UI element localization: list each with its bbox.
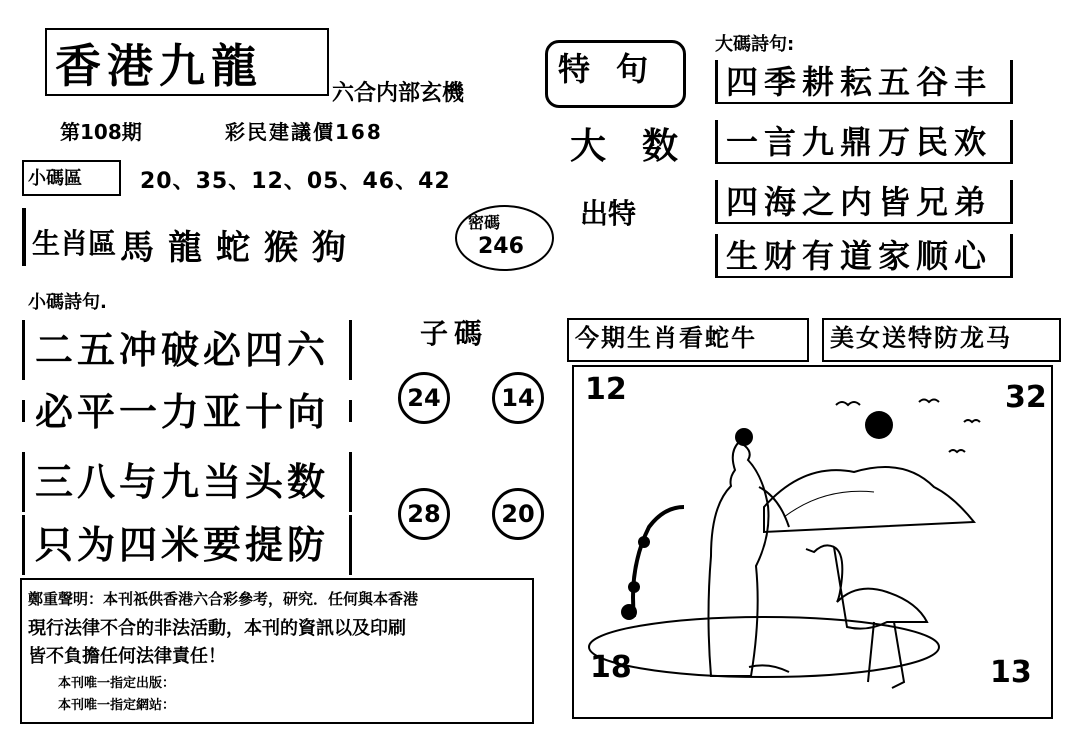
zodiac-hint-left-text: 今期生肖看蛇牛 (575, 324, 757, 352)
small-code-label: 小碼區 (28, 168, 82, 189)
sub-code-number: 14 (492, 372, 544, 424)
big-poem-text: 四季耕耘五谷丰 (726, 63, 993, 101)
small-poem-line (22, 452, 352, 512)
big-number-label: 大数 (570, 125, 715, 167)
corner-number-bottom-right: 13 (990, 655, 1032, 690)
big-poem-line (715, 120, 1013, 164)
special-book-label: 特句 (558, 50, 675, 88)
suggested-price: 彩民建議價168 (225, 120, 383, 144)
page-subtitle: 六合内部玄機 (332, 81, 465, 106)
big-poem-line (715, 180, 1013, 224)
disclaimer-line: 鄭重聲明：本刊祇供香港六合彩參考，研究．任何與本香港 (28, 590, 419, 608)
sub-code-label: 子碼 (420, 317, 489, 350)
secret-code-label: 密碼 (468, 213, 501, 232)
sub-code-number: 24 (398, 372, 450, 424)
big-poem-label: 大碼詩句: (715, 34, 795, 55)
big-poem-line (715, 234, 1013, 278)
small-poem-text: 二五冲破必四六 (35, 327, 330, 372)
corner-number-top-right: 32 (1005, 380, 1047, 415)
zodiac-area-bar (22, 208, 26, 266)
disclaimer-line: 本刊唯一指定出版： (58, 676, 176, 691)
small-poem-text: 三八与九当头数 (35, 459, 330, 504)
disclaimer-line: 本刊唯一指定網站： (58, 698, 176, 713)
disclaimer-box (20, 578, 534, 724)
big-poem-text: 四海之内皆兄弟 (726, 183, 993, 221)
zodiac-hint-left (567, 318, 809, 362)
disclaimer-line: 皆不負擔任何法律責任！ (28, 646, 226, 667)
sub-code-number: 28 (398, 488, 450, 540)
lady-crane-illustration (574, 367, 1047, 713)
secret-code-number: 246 (478, 234, 524, 259)
big-poem-line (715, 60, 1013, 104)
small-code-numbers: 20、35、12、05、46、42 (140, 169, 451, 194)
small-poem-line-cut (22, 389, 352, 434)
zodiac-area-animals: 馬龍蛇猴狗 (120, 228, 360, 268)
small-poem-text: 只为四米要提防 (35, 522, 330, 567)
small-poem-label: 小碼詩句. (28, 292, 107, 313)
zodiac-area-label: 生肖區 (32, 227, 117, 260)
issue-number: 第108期 (60, 120, 142, 144)
out-special-label: 出特 (580, 197, 637, 230)
small-poem-text: 必平一力亚十向 (35, 389, 330, 434)
zodiac-hint-right (822, 318, 1061, 362)
corner-number-bottom-left: 18 (590, 650, 632, 685)
big-poem-text: 一言九鼎万民欢 (726, 123, 993, 161)
illustration-frame (572, 365, 1053, 719)
small-poem-line (22, 320, 352, 380)
zodiac-hint-right-text: 美女送特防龙马 (830, 324, 1012, 352)
big-poem-text: 生财有道家顺心 (726, 237, 993, 275)
page-title: 香港九龍 (55, 39, 263, 93)
small-poem-line (22, 515, 352, 575)
disclaimer-line: 現行法律不合的非法活動，本刊的資訊以及印刷 (28, 618, 406, 639)
corner-number-top-left: 12 (585, 372, 627, 407)
sub-code-number: 20 (492, 488, 544, 540)
